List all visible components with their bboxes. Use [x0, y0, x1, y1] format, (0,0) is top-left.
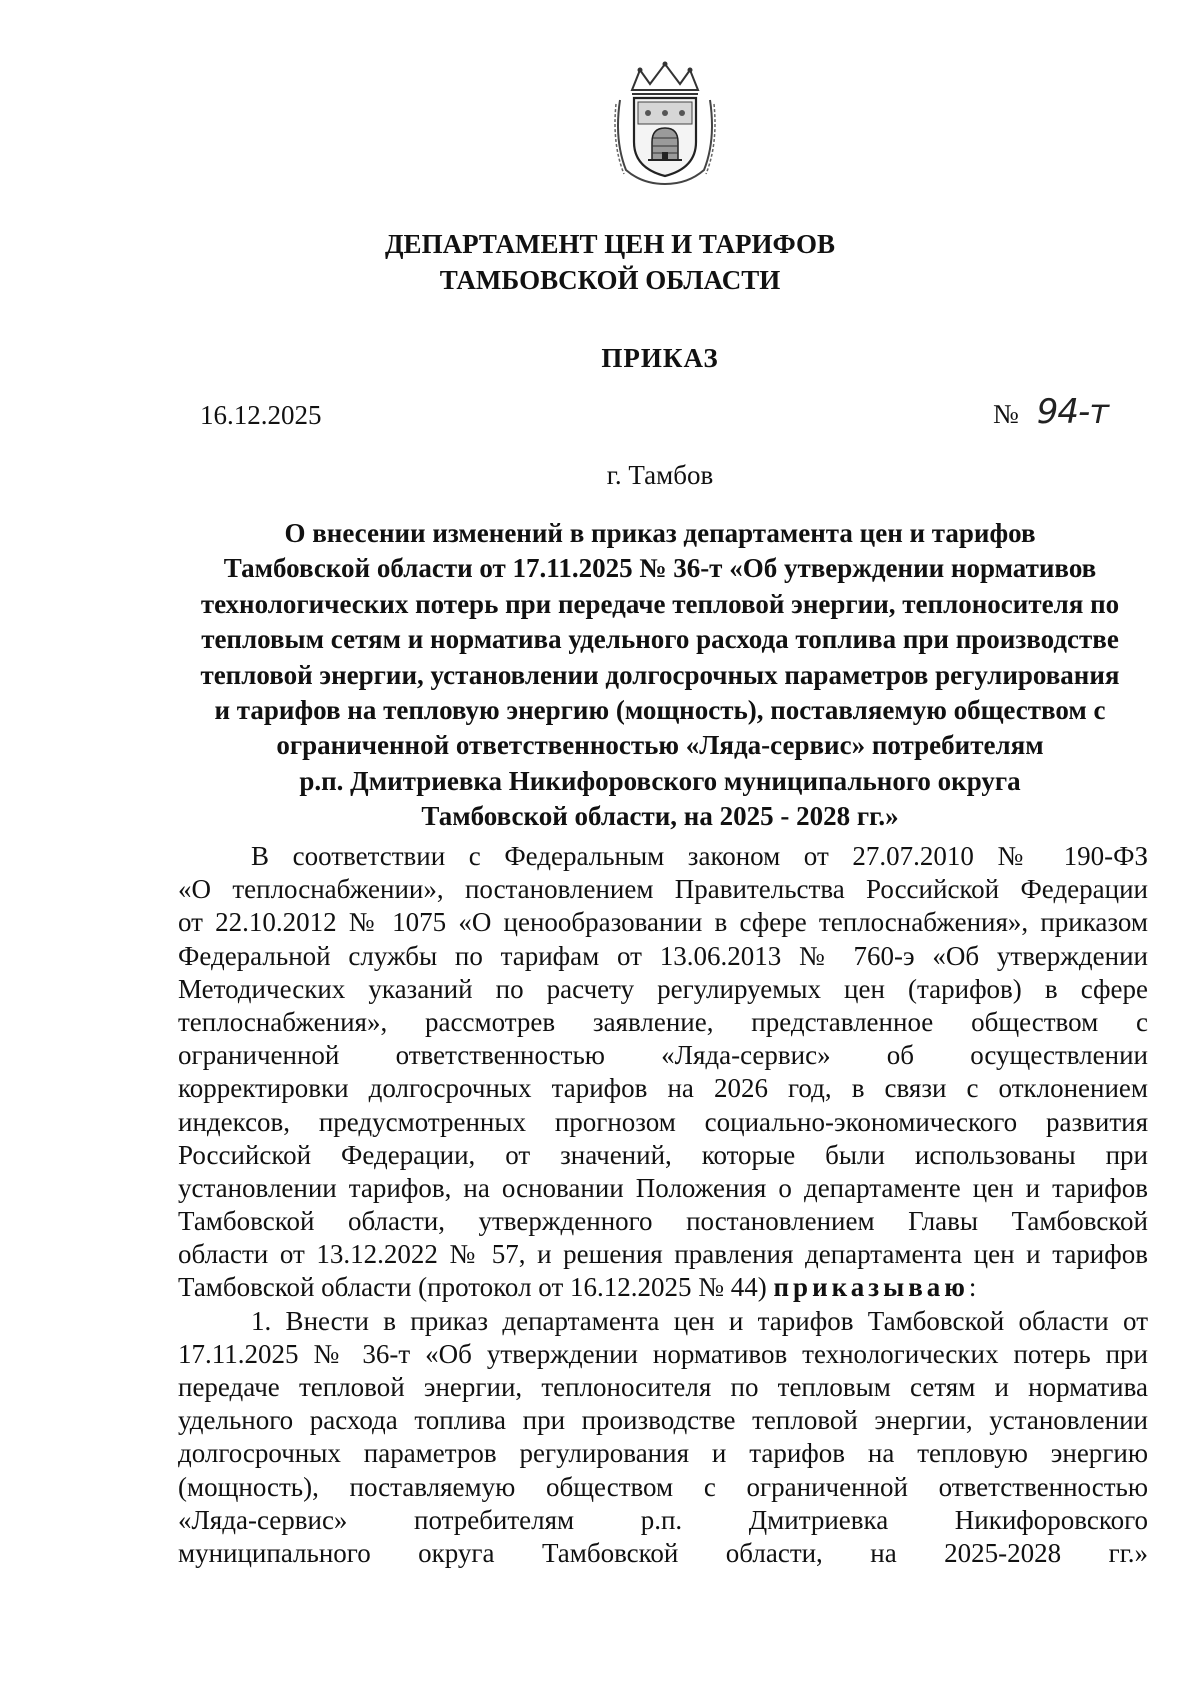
order-keyword-colon: : [968, 1272, 977, 1303]
paragraph1-line: Тамбовской области, утвержденного постановлением Главы Тамбовской [178, 1206, 1148, 1237]
paragraph2-line: 1. Внести в приказ департамента цен и тарифов Тамбовской области от [251, 1305, 1148, 1336]
document-title [170, 516, 1150, 835]
document-city: г. Тамбов [606, 460, 714, 490]
document-date: 16.12.2025 [200, 400, 322, 430]
title-line: Тамбовской области от 17.11.2025 № 36-т «Об утверждении нормативов [223, 553, 1097, 584]
paragraph1-line: от 22.10.2012 № 1075 «О ценообразовании в сфере теплоснабжения», приказом [178, 907, 1148, 938]
paragraph2-line: передаче тепловой энергии, теплоносителя по тепловым сетям и норматива [178, 1372, 1148, 1402]
paragraph2-line: 17.11.2025 № 36-т «Об утверждении нормативов технологических потерь при [178, 1338, 1148, 1369]
paragraph2-line: (мощность), поставляемую обществом с ограниченной ответственностью [178, 1471, 1148, 1502]
paragraph1-line: «О теплоснабжении», постановлением Правительства Российской Федерации [178, 874, 1148, 905]
title-line: технологических потерь при передаче тепловой энергии, теплоносителя по [200, 588, 1120, 619]
paragraph2-line: долгосрочных параметров регулирования и тарифов на тепловую энергию [178, 1438, 1148, 1469]
title-line: и тарифов на тепловую энергию (мощность), поставляемую обществом с [214, 695, 1106, 726]
paragraph1-line: ограниченной ответственностью «Ляда-сервис» об осуществлении [178, 1040, 1148, 1071]
paragraph2-line: удельного расхода топлива при производстве тепловой энергии, установлении [178, 1405, 1148, 1436]
order-keyword: приказываю [773, 1272, 969, 1303]
paragraph1-line: индексов, предусмотренных прогнозом социально-экономического развития [178, 1106, 1148, 1137]
document-type-heading: ПРИКАЗ [601, 343, 719, 373]
paragraph1-line: Методических указаний по расчету регулируемых цен (тарифов) в сфере [178, 973, 1148, 1004]
title-line: ограниченной ответственностью «Ляда-сервис» потребителям [276, 730, 1044, 761]
paragraph1-line: Федеральной службы по тарифам от 13.06.2013 № 760-э «Об утверждении [178, 940, 1148, 971]
organization-name-line2: ТАМБОВСКОЙ ОБЛАСТИ [439, 265, 781, 295]
document-number [993, 392, 1108, 432]
number-sign: № [993, 399, 1019, 429]
paragraph1-line: корректировки долгосрочных тарифов на 2026 год, в связи с отклонением [178, 1073, 1148, 1104]
title-line: Тамбовской области, на 2025 - 2028 гг.» [421, 801, 899, 832]
paragraph1-line: установлении тарифов, на основании Положения о департаменте цен и тарифов [178, 1172, 1148, 1203]
coat-of-arms-emblem [612, 60, 718, 186]
paragraph1-last-line [178, 1271, 1148, 1304]
paragraph1-line: В соответствии с Федеральным законом от 27.07.2010 № 190-ФЗ [251, 841, 1148, 871]
document-body [178, 840, 1148, 1570]
handwritten-number: 94-т [1036, 392, 1109, 432]
paragraph2-line: «Ляда-сервис» потребителям р.п. Дмитриевка Никифоровского [178, 1504, 1148, 1535]
organization-name-line1: ДЕПАРТАМЕНТ ЦЕН И ТАРИФОВ [384, 229, 836, 259]
title-line: тепловой энергии, установлении долгосрочных параметров регулирования [200, 659, 1120, 690]
paragraph1-last-text: Тамбовской области (протокол от 16.12.2025 № 44) [178, 1272, 767, 1303]
paragraph1-line: Российской Федерации, от значений, которые были использованы при [178, 1139, 1148, 1170]
title-line: тепловым сетям и норматива удельного расхода топлива при производстве [201, 624, 1119, 655]
paragraph1-line: области от 13.12.2022 № 57, и решения правления департамента цен и тарифов [178, 1239, 1148, 1270]
paragraph2-line: муниципального округа Тамбовской области, на 2025-2028 гг.» [178, 1537, 1148, 1568]
title-line: О внесении изменений в приказ департамента цен и тарифов [284, 518, 1036, 548]
title-line: р.п. Дмитриевка Никифоровского муниципального округа [299, 765, 1021, 796]
paragraph1-line: теплоснабжения», рассмотрев заявление, представленное обществом с [178, 1006, 1148, 1037]
